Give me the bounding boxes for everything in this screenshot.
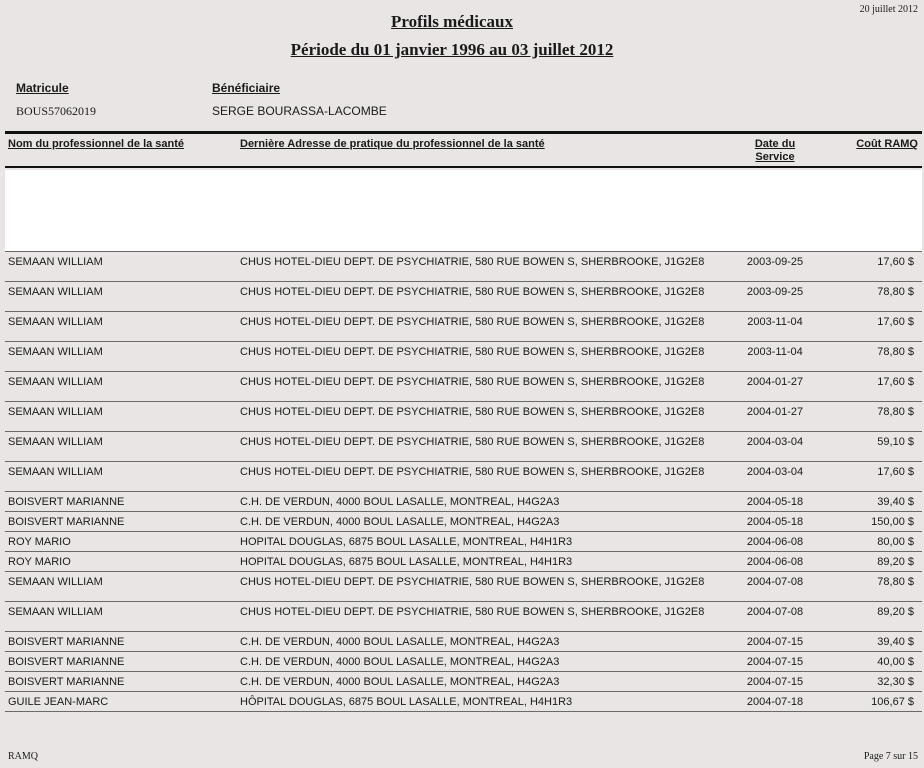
professional-name: SEMAAN WILLIAM — [8, 256, 103, 268]
service-date: 2003-11-04 — [747, 316, 803, 328]
service-date: 2004-07-15 — [746, 676, 804, 688]
practice-address: HOPITAL DOUGLAS, 6875 BOUL LASALLE, MONTREAL, H4H1R3 — [240, 536, 573, 548]
practice-address: C.H. DE VERDUN, 4000 BOUL LASALLE, MONTREAL, H4G2A3 — [240, 516, 560, 528]
table-row — [5, 251, 922, 281]
ramq-cost: 39,40 $ — [877, 496, 914, 508]
practice-address: CHUS HOTEL-DIEU DEPT. DE PSYCHIATRIE, 580 RUE BOWEN S, SHERBROOKE, J1G2E8 — [240, 286, 705, 298]
service-date: 2003-09-25 — [746, 256, 804, 268]
print-date: 20 juillet 2012 — [859, 4, 918, 15]
table-header-rule — [5, 166, 922, 168]
ramq-cost: 80,00 $ — [877, 536, 914, 548]
professional-name: SEMAAN WILLIAM — [8, 606, 103, 618]
table-row — [5, 691, 922, 712]
professional-name: BOISVERT MARIANNE — [8, 676, 125, 688]
table-row — [5, 491, 922, 511]
table-row — [5, 631, 922, 651]
period-subtitle: Période du 01 janvier 1996 au 03 juillet 2012 — [290, 40, 614, 59]
ramq-cost: 40,00 $ — [877, 656, 914, 668]
ramq-cost: 17,60 $ — [877, 316, 914, 328]
practice-address: CHUS HOTEL-DIEU DEPT. DE PSYCHIATRIE, 580 RUE BOWEN S, SHERBROOKE, J1G2E8 — [240, 316, 705, 328]
table-row — [5, 571, 922, 601]
practice-address: HOPITAL DOUGLAS, 6875 BOUL LASALLE, MONTREAL, H4H1R3 — [240, 556, 573, 568]
service-date: 2004-03-04 — [746, 436, 804, 448]
page-title: Profils médicaux — [391, 12, 513, 31]
column-header-date: Date du Service — [754, 138, 796, 163]
table-row — [5, 311, 922, 341]
column-header-cost: Coût RAMQ — [856, 138, 918, 150]
ramq-cost: 78,80 $ — [877, 346, 914, 358]
practice-address: HÔPITAL DOUGLAS, 6875 BOUL LASALLE, MONTREAL, H4H1R3 — [240, 696, 573, 708]
practice-address: C.H. DE VERDUN, 4000 BOUL LASALLE, MONTREAL, H4G2A3 — [240, 636, 560, 648]
ramq-cost: 89,20 $ — [877, 556, 914, 568]
table-row — [5, 431, 922, 461]
service-date: 2003-09-25 — [746, 286, 804, 298]
practice-address: C.H. DE VERDUN, 4000 BOUL LASALLE, MONTREAL, H4G2A3 — [240, 676, 560, 688]
table-row — [5, 601, 922, 631]
service-date: 2004-07-15 — [746, 656, 804, 668]
ramq-cost: 78,80 $ — [877, 286, 914, 298]
ramq-cost: 59,10 $ — [877, 436, 914, 448]
table-row — [5, 511, 922, 531]
service-date: 2004-07-08 — [746, 576, 804, 588]
table-row — [5, 281, 922, 311]
service-date: 2004-07-08 — [746, 606, 804, 618]
table-row — [5, 551, 922, 571]
professional-name: SEMAAN WILLIAM — [8, 346, 103, 358]
practice-address: C.H. DE VERDUN, 4000 BOUL LASALLE, MONTREAL, H4G2A3 — [240, 496, 560, 508]
professional-name: BOISVERT MARIANNE — [8, 656, 125, 668]
service-date: 2004-06-08 — [746, 536, 804, 548]
column-header-name: Nom du professionnel de la santé — [8, 138, 185, 150]
table-row — [5, 341, 922, 371]
beneficiaire-value: SERGE BOURASSA-LACOMBE — [212, 104, 387, 118]
professional-name: BOISVERT MARIANNE — [8, 516, 125, 528]
ramq-cost: 17,60 $ — [877, 256, 914, 268]
matricule-value: BOUS57062019 — [16, 104, 97, 118]
service-date: 2004-06-08 — [746, 556, 804, 568]
service-date: 2004-01-27 — [746, 376, 804, 388]
professional-name: SEMAAN WILLIAM — [8, 316, 103, 328]
professional-name: SEMAAN WILLIAM — [8, 406, 103, 418]
practice-address: CHUS HOTEL-DIEU DEPT. DE PSYCHIATRIE, 580 RUE BOWEN S, SHERBROOKE, J1G2E8 — [240, 346, 705, 358]
service-date: 2004-07-18 — [746, 696, 804, 708]
ramq-cost: 17,60 $ — [877, 466, 914, 478]
redacted-area — [5, 170, 922, 251]
matricule-label: Matricule — [16, 81, 69, 95]
ramq-cost: 106,67 $ — [871, 696, 914, 708]
professional-name: GUILE JEAN-MARC — [8, 696, 109, 708]
professional-name: SEMAAN WILLIAM — [8, 436, 103, 448]
service-date: 2004-05-18 — [746, 496, 804, 508]
service-date: 2003-11-04 — [747, 346, 803, 358]
practice-address: CHUS HOTEL-DIEU DEPT. DE PSYCHIATRIE, 580 RUE BOWEN S, SHERBROOKE, J1G2E8 — [240, 606, 705, 618]
practice-address: CHUS HOTEL-DIEU DEPT. DE PSYCHIATRIE, 580 RUE BOWEN S, SHERBROOKE, J1G2E8 — [240, 406, 705, 418]
practice-address: CHUS HOTEL-DIEU DEPT. DE PSYCHIATRIE, 580 RUE BOWEN S, SHERBROOKE, J1G2E8 — [240, 576, 705, 588]
professional-name: ROY MARIO — [8, 536, 71, 548]
service-date: 2004-03-04 — [746, 466, 804, 478]
professional-name: BOISVERT MARIANNE — [8, 496, 125, 508]
table-row — [5, 371, 922, 401]
ramq-cost: 78,80 $ — [877, 576, 914, 588]
practice-address: C.H. DE VERDUN, 4000 BOUL LASALLE, MONTREAL, H4G2A3 — [240, 656, 560, 668]
ramq-cost: 32,30 $ — [877, 676, 914, 688]
professional-name: SEMAAN WILLIAM — [8, 576, 103, 588]
service-date: 2004-05-18 — [746, 516, 804, 528]
table-row — [5, 461, 922, 491]
ramq-cost: 78,80 $ — [877, 406, 914, 418]
footer-organization: RAMQ — [8, 751, 39, 762]
professional-name: SEMAAN WILLIAM — [8, 376, 103, 388]
practice-address: CHUS HOTEL-DIEU DEPT. DE PSYCHIATRIE, 580 RUE BOWEN S, SHERBROOKE, J1G2E8 — [240, 376, 705, 388]
ramq-cost: 17,60 $ — [877, 376, 914, 388]
practice-address: CHUS HOTEL-DIEU DEPT. DE PSYCHIATRIE, 580 RUE BOWEN S, SHERBROOKE, J1G2E8 — [240, 466, 705, 478]
practice-address: CHUS HOTEL-DIEU DEPT. DE PSYCHIATRIE, 580 RUE BOWEN S, SHERBROOKE, J1G2E8 — [240, 436, 705, 448]
beneficiaire-label: Bénéficiaire — [212, 81, 281, 95]
service-date: 2004-01-27 — [746, 406, 804, 418]
table-row — [5, 401, 922, 431]
table-row — [5, 671, 922, 691]
table-row — [5, 531, 922, 551]
professional-name: SEMAAN WILLIAM — [8, 286, 103, 298]
professional-name: BOISVERT MARIANNE — [8, 636, 125, 648]
professional-name: SEMAAN WILLIAM — [8, 466, 103, 478]
practice-address: CHUS HOTEL-DIEU DEPT. DE PSYCHIATRIE, 580 RUE BOWEN S, SHERBROOKE, J1G2E8 — [240, 256, 705, 268]
page-number: Page 7 sur 15 — [863, 751, 918, 762]
professional-name: ROY MARIO — [8, 556, 71, 568]
ramq-cost: 39,40 $ — [877, 636, 914, 648]
table-top-rule — [5, 131, 922, 134]
ramq-cost: 150,00 $ — [871, 516, 914, 528]
table-body — [5, 251, 922, 712]
table-row — [5, 651, 922, 671]
service-date: 2004-07-15 — [746, 636, 804, 648]
column-header-address: Dernière Adresse de pratique du professionnel de la santé — [240, 138, 545, 150]
ramq-cost: 89,20 $ — [877, 606, 914, 618]
